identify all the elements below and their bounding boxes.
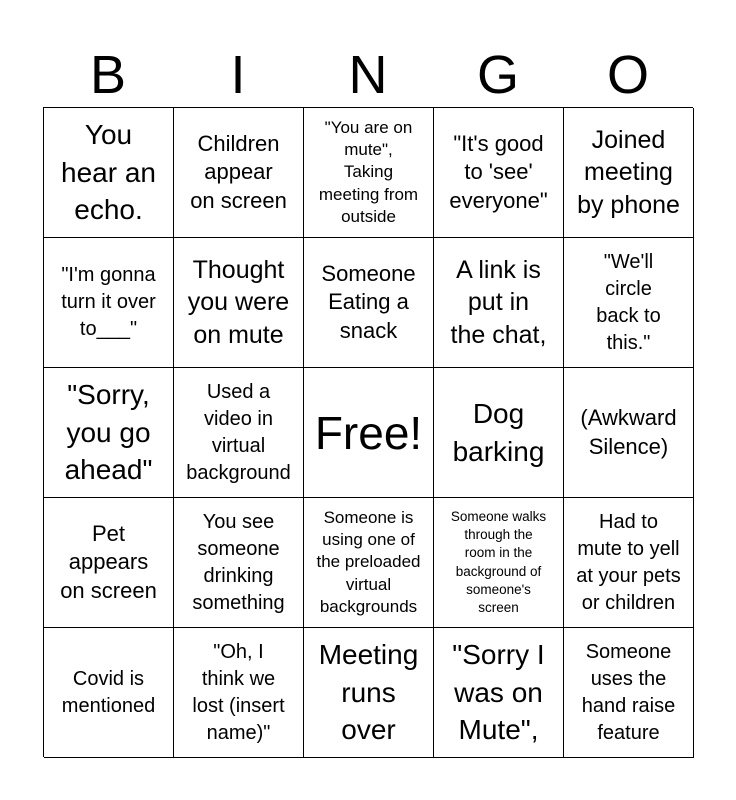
bingo-cell[interactable]: Covid is mentioned: [44, 628, 174, 758]
header-letter-g: G: [476, 45, 519, 105]
bingo-cell[interactable]: "It's good to 'see' everyone": [434, 108, 564, 238]
bingo-cell[interactable]: Someone uses the hand raise feature: [564, 628, 694, 758]
bingo-cell[interactable]: Used a video in virtual background: [174, 368, 304, 498]
bingo-card-grid: [43, 107, 693, 757]
header-letter-n: N: [348, 45, 388, 105]
bingo-cell[interactable]: Children appear on screen: [174, 108, 304, 238]
bingo-cell[interactable]: Someone walks through the room in the background of someone's screen: [434, 498, 564, 628]
bingo-cell[interactable]: You hear an echo.: [44, 108, 174, 238]
bingo-cell[interactable]: Thought you were on mute: [174, 238, 304, 368]
bingo-cell[interactable]: Meeting runs over: [304, 628, 434, 758]
bingo-cell[interactable]: Joined meeting by phone: [564, 108, 694, 238]
bingo-cell[interactable]: Someone Eating a snack: [304, 238, 434, 368]
bingo-cell[interactable]: "We'll circle back to this.": [564, 238, 694, 368]
bingo-cell[interactable]: "You are on mute", Taking meeting from outside: [304, 108, 434, 238]
bingo-cell[interactable]: "Oh, I think we lost (insert name)": [174, 628, 304, 758]
free-space-cell[interactable]: Free!: [304, 368, 434, 498]
bingo-cell[interactable]: You see someone drinking something: [174, 498, 304, 628]
bingo-header: [43, 46, 693, 104]
header-letter-i: I: [230, 45, 246, 105]
bingo-cell[interactable]: Had to mute to yell at your pets or children: [564, 498, 694, 628]
bingo-cell[interactable]: A link is put in the chat,: [434, 238, 564, 368]
header-letter-o: O: [606, 45, 649, 105]
bingo-cell[interactable]: "Sorry I was on Mute",: [434, 628, 564, 758]
bingo-cell[interactable]: Dog barking: [434, 368, 564, 498]
header-letter-b: B: [89, 45, 127, 105]
bingo-cell[interactable]: "Sorry, you go ahead": [44, 368, 174, 498]
bingo-cell[interactable]: Someone is using one of the preloaded virtual backgrounds: [304, 498, 434, 628]
bingo-cell[interactable]: (Awkward Silence): [564, 368, 694, 498]
bingo-cell[interactable]: "I'm gonna turn it over to___": [44, 238, 174, 368]
bingo-cell[interactable]: Pet appears on screen: [44, 498, 174, 628]
